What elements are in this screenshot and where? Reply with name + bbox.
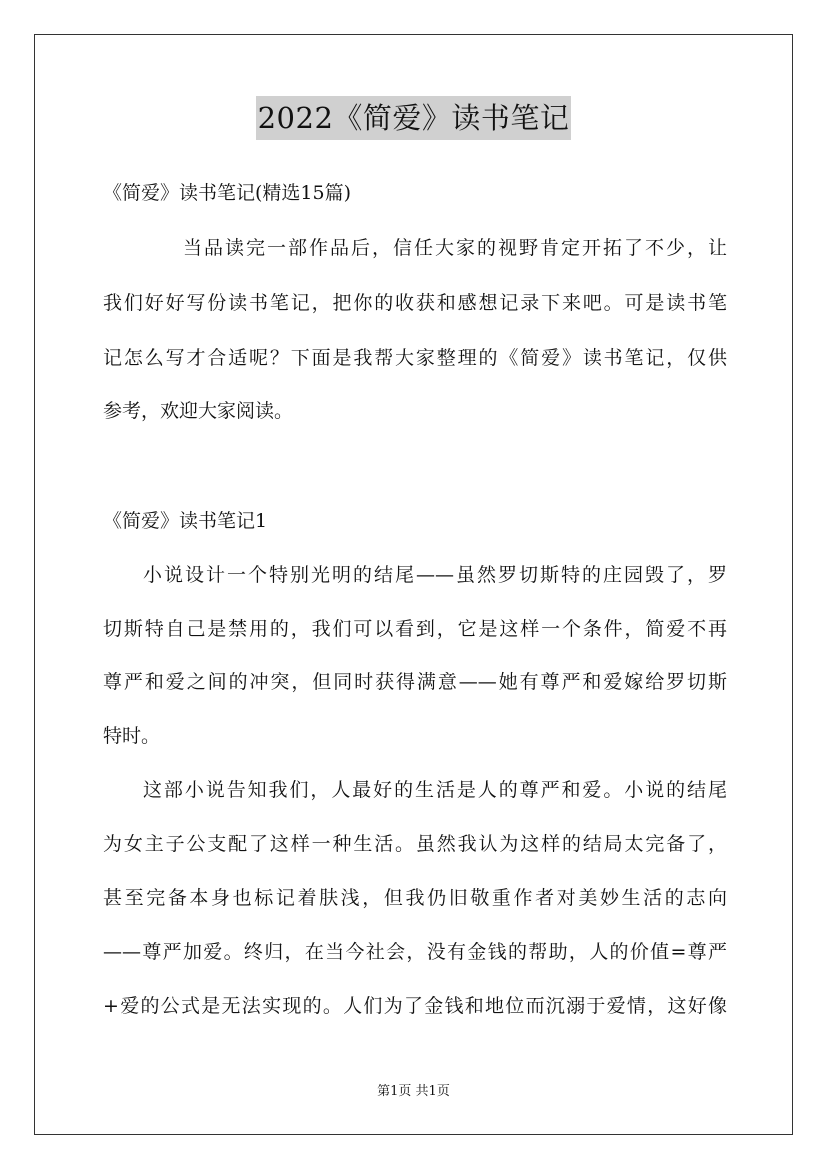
paragraph-line: ——尊严加爱。终归，在当今社会，没有金钱的帮助，人的价值=尊严: [103, 941, 727, 963]
paragraph-line: 尊严和爱之间的冲突，但同时获得满意——她有尊严和爱嫁给罗切斯: [103, 671, 727, 693]
paragraph-line: 为女主子公支配了这样一种生活。虽然我认为这样的结局太完备了，: [103, 833, 727, 855]
section-heading: 《简爱》读书笔记1: [103, 510, 268, 532]
paragraph-line: 小说设计一个特别光明的结尾——虽然罗切斯特的庄园毁了，罗: [143, 564, 727, 586]
page-footer: 第1页 共1页: [377, 1084, 450, 1099]
title-block: [0, 96, 827, 140]
paragraph-line: 切斯特自己是禁用的，我们可以看到，它是这样一个条件，简爱不再: [103, 618, 727, 640]
document-title: 2022《简爱》读书笔记: [256, 96, 572, 140]
intro-line: 当品读完一部作品后，信任大家的视野肯定开拓了不少，让: [183, 237, 727, 259]
paragraph-line: 甚至完备本身也标记着肤浅，但我仍旧敬重作者对美妙生活的志向: [103, 887, 727, 909]
paragraph-line: 这部小说告知我们，人最好的生活是人的尊严和爱。小说的结尾: [143, 779, 727, 801]
paragraph-line: 特时。: [103, 725, 161, 747]
intro-line: 我们好好写份读书笔记，把你的收获和感想记录下来吧。可是读书笔: [103, 292, 727, 314]
intro-line: 参考，欢迎大家阅读。: [103, 400, 294, 422]
subtitle: 《简爱》读书笔记(精选15篇): [103, 182, 352, 204]
paragraph-line: +爱的公式是无法实现的。人们为了金钱和地位而沉溺于爱情，这好像: [103, 995, 727, 1017]
intro-line: 记怎么写才合适呢？下面是我帮大家整理的《简爱》读书笔记，仅供: [103, 347, 727, 369]
